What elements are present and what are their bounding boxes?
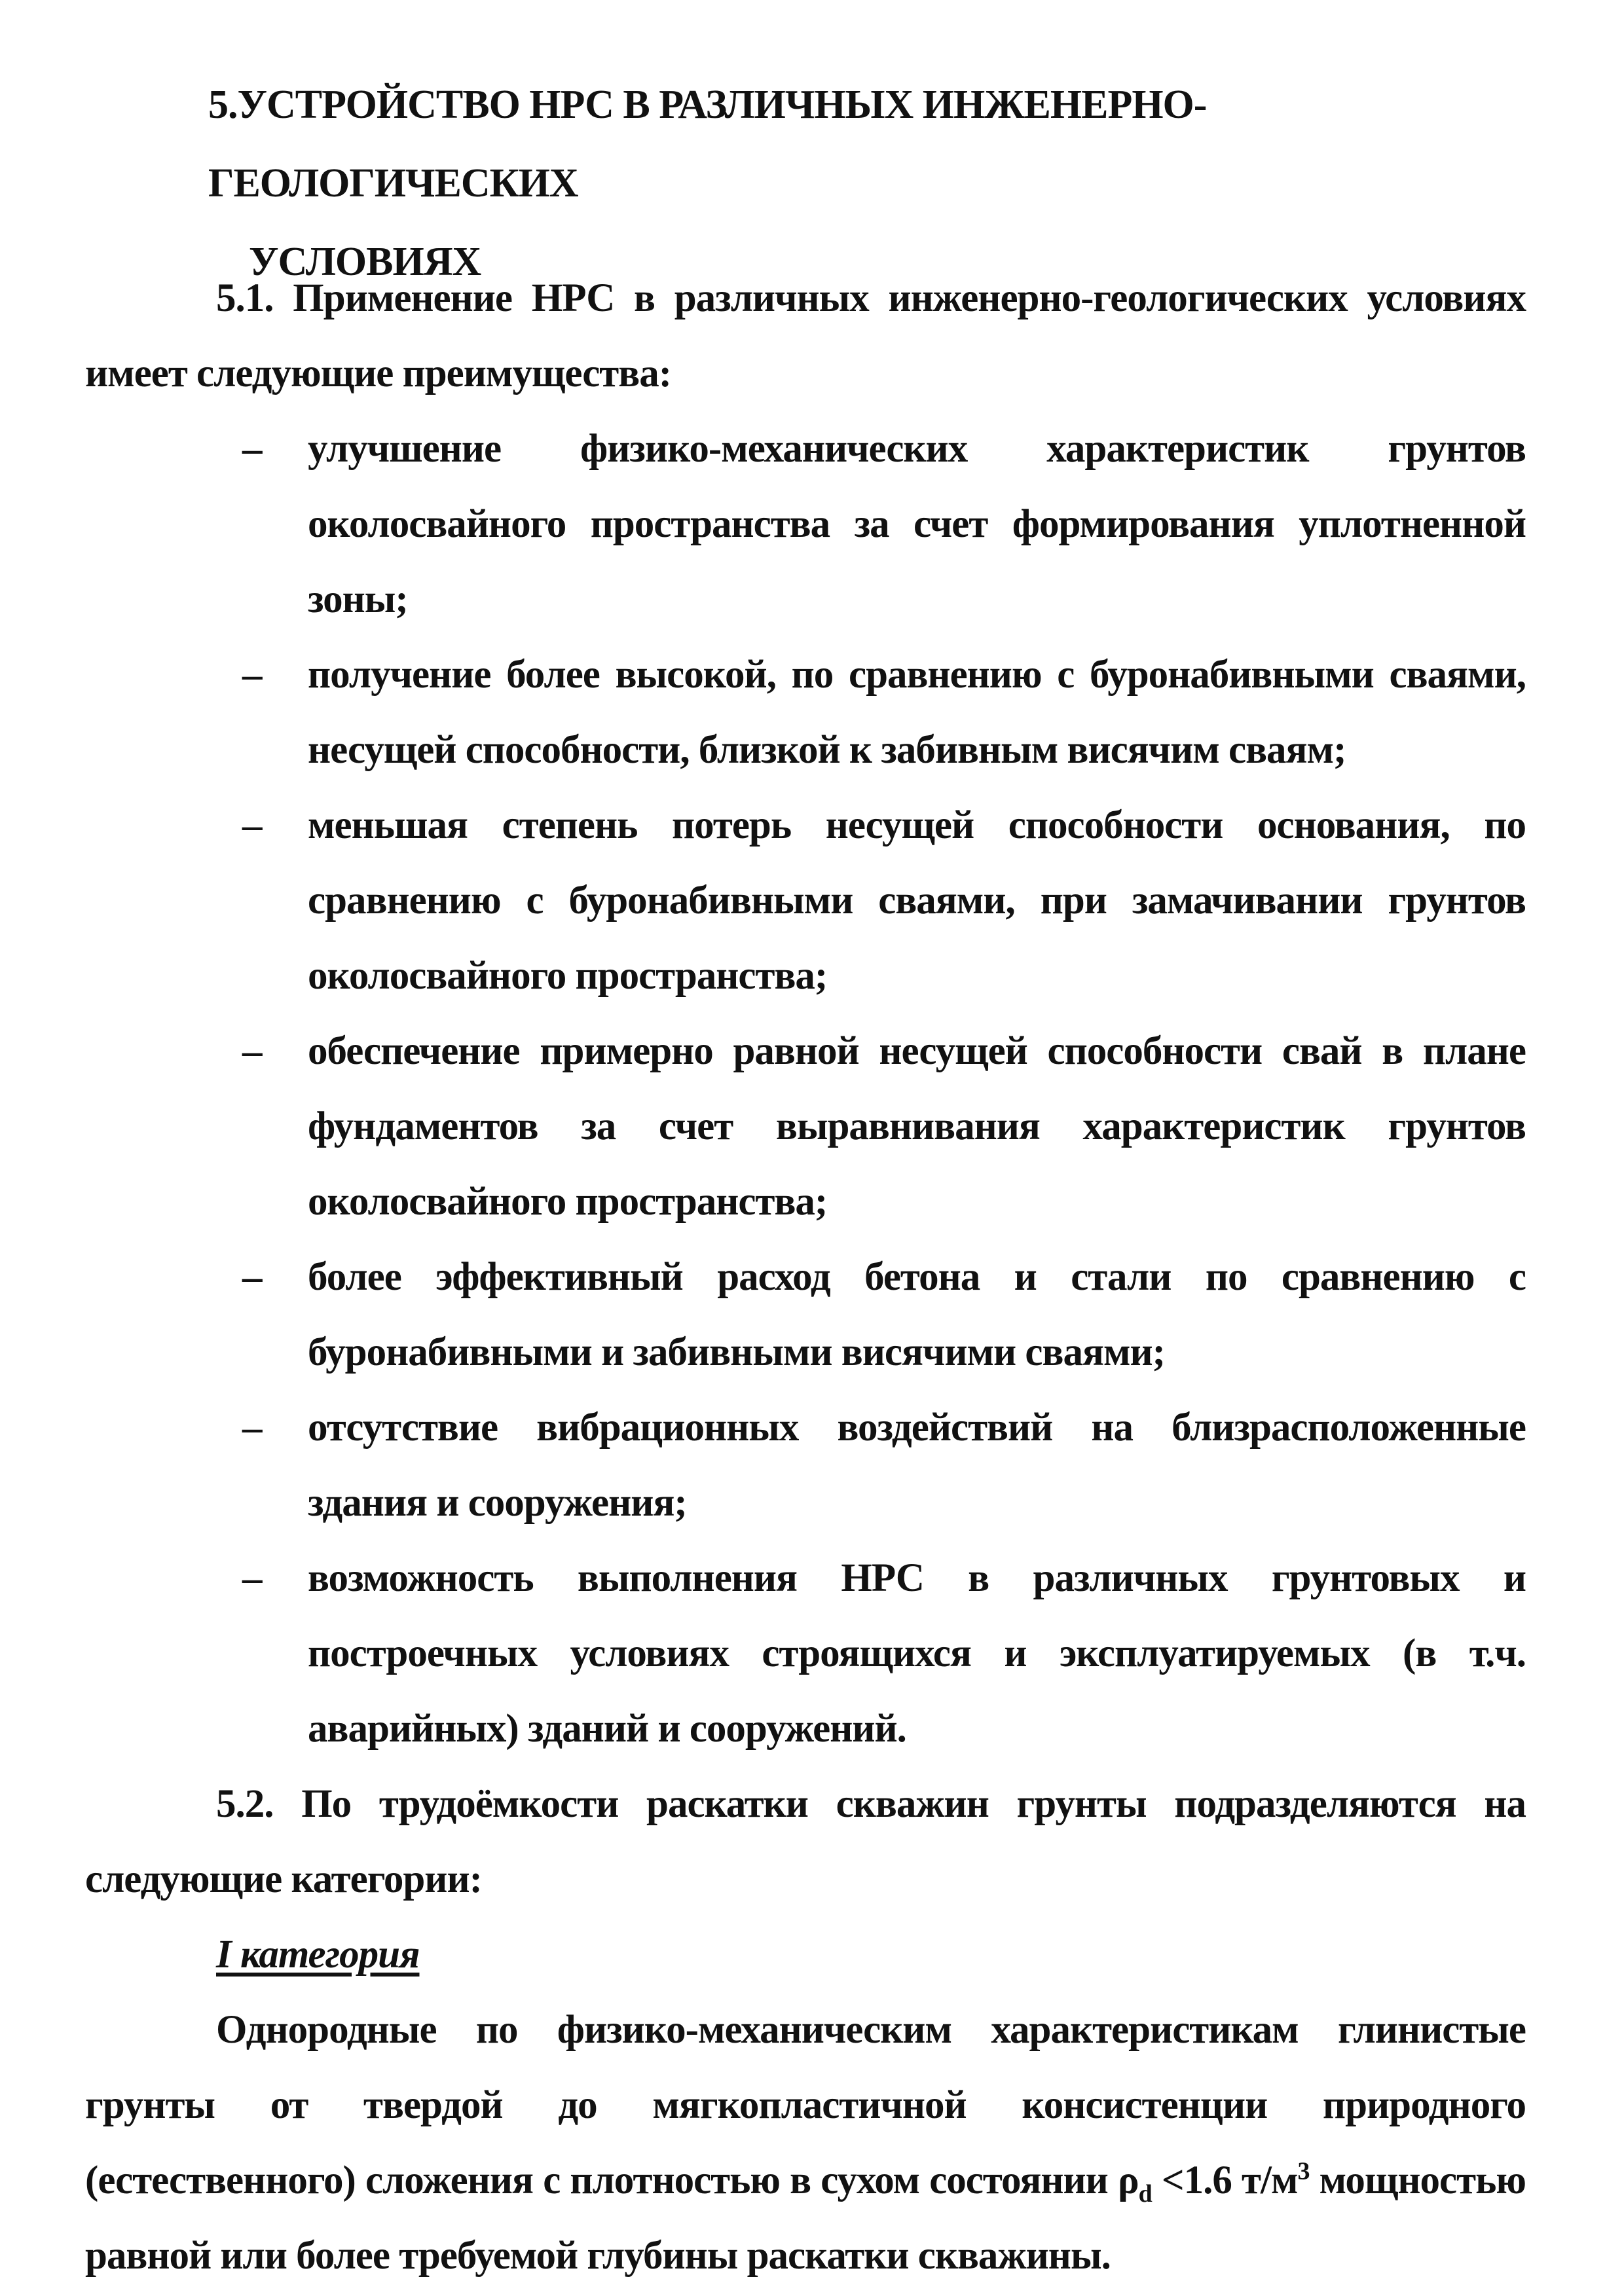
list-item-text: улучшение физико-механических характеристик грунтов околосвайного пространства за счет формирования уплотненной зоны; — [308, 427, 1526, 621]
category-text-after: мощностью равной или более требуемой глубины раскатки скважины. — [85, 2159, 1526, 2278]
list-item — [85, 1390, 1526, 1540]
density-superscript: 3 — [1297, 2157, 1310, 2185]
paragraph-5-2-intro: 5.2. По трудоёмкости раскатки скважин грунты подразделяются на следующие категории: — [85, 1782, 1526, 1901]
dash-marker: – — [242, 1255, 262, 1299]
dash-marker: – — [242, 1406, 262, 1449]
list-item — [85, 411, 1526, 637]
list-item-text: меньшая степень потерь несущей способности основания, по сравнению с буронабивными сваями, при замачивании грунтов околосвайного пространства; — [308, 803, 1526, 998]
density-subscript: d — [1138, 2180, 1152, 2208]
category-title: I категория — [216, 1933, 420, 1977]
dash-marker: – — [242, 653, 262, 697]
category-description — [85, 1992, 1526, 2293]
paragraph-5-1-intro: 5.1. Применение НРС в различных инженерно-геологических условиях имеет следующие преимущества: — [85, 276, 1526, 395]
dash-marker: – — [242, 1029, 262, 1073]
heading-line-2: УСЛОВИЯХ — [249, 240, 481, 284]
list-item-text: обеспечение примерно равной несущей способности свай в плане фундаментов за счет выравнивания характеристик грунтов околосвайного пространства; — [308, 1029, 1526, 1224]
dash-marker: – — [242, 427, 262, 471]
list-item — [85, 1540, 1526, 1766]
list-item-text: получение более высокой, по сравнению с буронабивными сваями, несущей способности, близкой к забивным висячим сваям; — [308, 653, 1526, 772]
list-item-text: отсутствие вибрационных воздействий на близрасположенные здания и сооружения; — [308, 1406, 1526, 1525]
list-item-text: более эффективный расход бетона и стали по сравнению с буронабивными и забивными висячими сваями; — [308, 1255, 1526, 1374]
list-item — [85, 1013, 1526, 1239]
list-item — [85, 788, 1526, 1013]
list-item-text: возможность выполнения НРС в различных грунтовых и построечных условиях строящихся и эксплуатируемых (в т.ч. аварийных) зданий и сооружений. — [308, 1556, 1526, 1751]
advantages-list — [85, 411, 1526, 1766]
list-item — [85, 1239, 1526, 1390]
dash-marker: – — [242, 1556, 262, 1600]
list-item — [85, 637, 1526, 788]
density-value: <1.6 т/м — [1151, 2159, 1298, 2202]
document-body — [85, 261, 1526, 2293]
dash-marker: – — [242, 803, 262, 847]
heading-line-1: 5.УСТРОЙСТВО НРС В РАЗЛИЧНЫХ ИНЖЕНЕРНО-ГЕОЛОГИЧЕСКИХ — [208, 82, 1207, 206]
category-text-before: Однородные по физико-механическим характеристикам глинистые грунты от твердой до мягкопластичной консистенции природного (естественного) сложения с плотностью в сухом состоянии ρ — [85, 2008, 1526, 2202]
